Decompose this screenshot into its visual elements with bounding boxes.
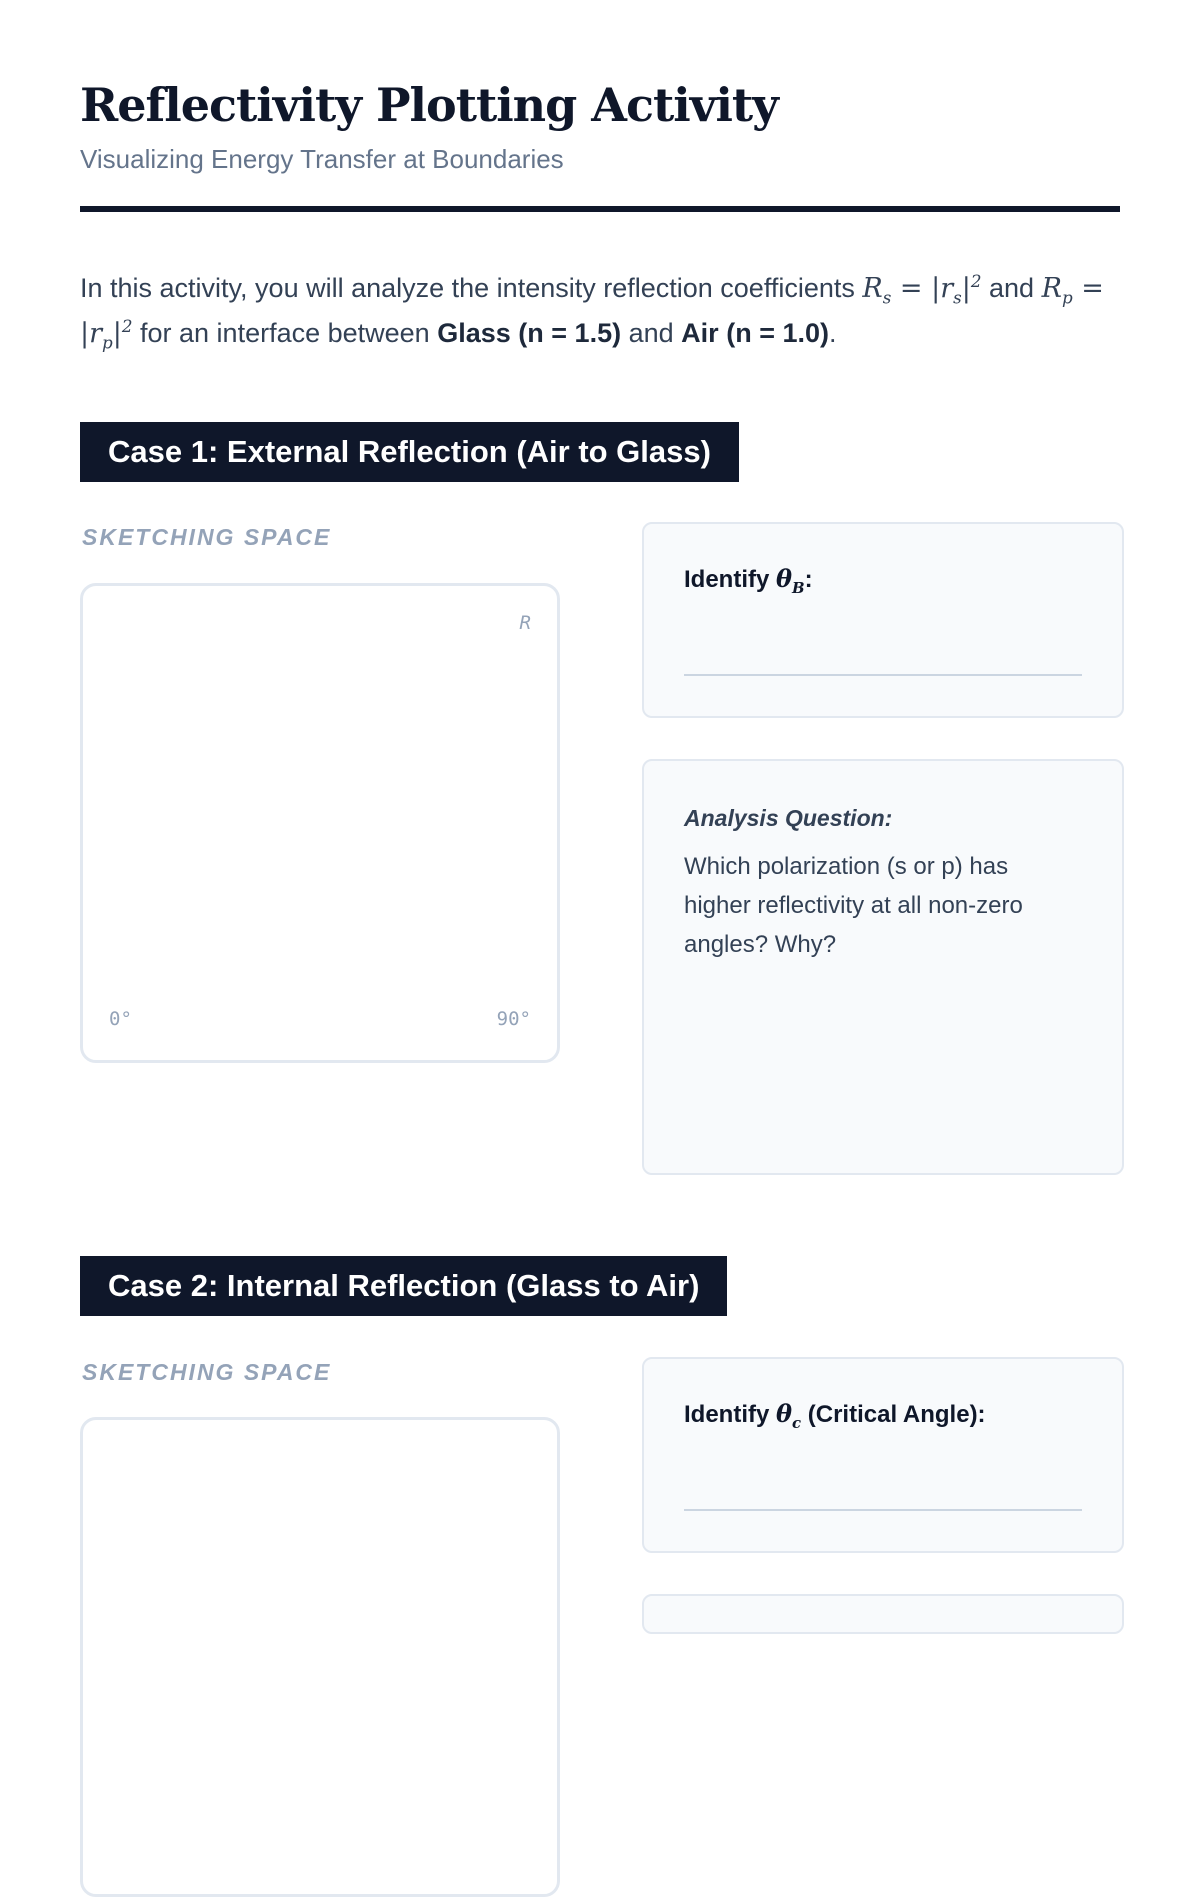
glass-index: (n = 1.5) [518,318,622,348]
header-divider [80,206,1120,212]
air-index: (n = 1.0) [726,318,829,348]
axis-x-max-label: 90° [496,1008,531,1030]
case-2-identify-card [642,1357,1124,1553]
rp-formula: $R_p = |r_p|^2$ [80,273,1104,353]
axis-y-label: R [519,612,531,634]
brewster-answer-line[interactable] [684,674,1082,676]
intro-lead: In this activity, you will analyze the intensity reflection coefficients [80,273,855,303]
case-2-analysis-card [642,1594,1124,1634]
axis-x-min-label: 0° [109,1008,132,1030]
glass-label: Glass [437,318,511,348]
identify-critical-angle-label: Identify $\theta_c$ (Critical Angle): [684,1399,986,1432]
intro-and-1: and [989,273,1035,303]
intro-paragraph [80,266,1130,356]
rs-formula: $R_s = |r_s|^2$ [862,271,982,308]
intro-and-2: and [628,318,674,348]
case-1-analysis-card [642,759,1124,1175]
case-1-heading: Case 1: External Reflection (Air to Glass) [80,422,739,482]
case-1-identify-card [642,522,1124,718]
case-1-sketch-label: SKETCHING SPACE [82,524,332,550]
analysis-question-title: Analysis Question: [684,805,893,831]
air-label: Air [681,318,719,348]
case-2-sketch-area[interactable] [80,1417,560,1897]
page-title: Reflectivity Plotting Activity [80,78,778,132]
analysis-question-text: Which polarization (s or p) has higher reflectivity at all non-zero angles? Why? [684,853,1023,958]
case-1-sketch-area[interactable] [80,583,560,1063]
page-subtitle: Visualizing Energy Transfer at Boundaries [80,144,564,174]
identify-brewster-label: Identify $\theta_B$: [684,564,813,597]
case-2-heading: Case 2: Internal Reflection (Glass to Air) [80,1256,727,1316]
intro-for-text: for an interface between [140,318,430,348]
critical-angle-answer-line[interactable] [684,1509,1082,1511]
case-2-sketch-label: SKETCHING SPACE [82,1359,332,1385]
intro-end: . [828,318,837,348]
